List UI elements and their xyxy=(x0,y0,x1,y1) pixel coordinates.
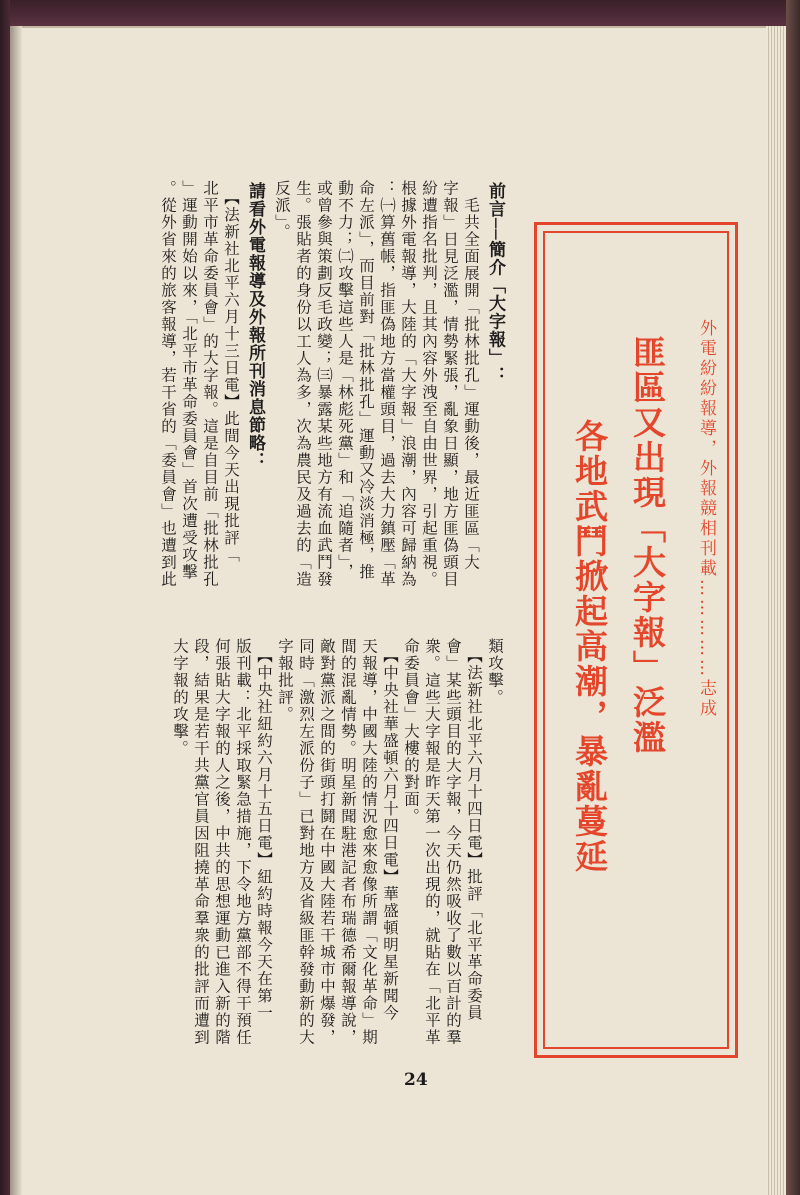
section1-heading: 前言──簡介「大字報」： xyxy=(485,182,505,385)
p1-line-8: 或曾參與策劃反毛政變；㈢暴露某些地方有流血武鬥發 xyxy=(315,180,333,588)
page-stack-edge xyxy=(766,26,786,1195)
lower-line-5: 命委員會」大樓的對面。 xyxy=(402,638,420,825)
lower-line-6: 【中央社華盛頓六月十四日電】華盛頓明星新聞今 xyxy=(381,638,399,1022)
p1-line-2: 字報」日見泛濫，情勢緊張，亂象日顯，地方匪偽頭目 xyxy=(441,180,459,588)
title-headline-2: 各地武鬥掀起高潮，暴亂蔓延 xyxy=(570,419,609,874)
title-subtitle: 外電紛紛報導，外報競相刊載……………志成 xyxy=(696,319,716,719)
p2-line-4: 。從外省來的旅客報導，若干省的「委員會」也遭到此 xyxy=(159,180,177,588)
p1-line-1: 毛共全面展開「批林批孔」運動後，最近匪區「大 xyxy=(462,180,480,571)
section2-heading: 請看外電報導及外報所刊消息節略： xyxy=(245,182,265,470)
lower-line-13: 版刊載：北平採取緊急措施，下令地方黨部不得干預任 xyxy=(234,638,252,1046)
lower-line-4: 衆。這些大字報是昨天第一次出現的，就貼在「北平革 xyxy=(423,638,441,1046)
p1-line-5: ：㈠算舊帳，指匪偽地方當權頭目，過去大力鎮壓「革 xyxy=(378,180,396,588)
book-cover-left xyxy=(0,0,10,1195)
lower-line-11: 字報批評。 xyxy=(276,638,294,723)
lower-line-16: 大字報的攻擊。 xyxy=(171,638,189,757)
lower-line-8: 間的混亂情勢。明星新聞駐港記者布瑞德希爾報導說， xyxy=(339,638,357,1046)
p2-line-1: 【法新社北平六月十三日電】此間今天出現批評「 xyxy=(222,180,240,564)
title-headline-1: 匪區又出現「大字報」泛濫 xyxy=(628,335,667,755)
lower-line-3: 會」某些頭目的大字報，今天仍然吸收了數以百計的羣 xyxy=(444,638,462,1046)
p1-line-6: 命左派」，而目前對「批林批孔」運動又冷淡消極，推 xyxy=(357,180,375,581)
lower-line-15: 段，結果是若干共黨官員因阻撓革命羣衆的批評而遭到 xyxy=(192,638,210,1046)
p1-line-7: 動不力；㈡攻擊這些人是「林彪死黨」和「追隨者」， xyxy=(336,180,354,581)
lower-line-12: 【中央社紐約六月十五日電】紐約時報今天在第一 xyxy=(255,638,273,1022)
p1-line-3: 紛遭指名批判，且其內容外洩至自由世界，引起重視。 xyxy=(420,180,438,588)
lower-line-1: 類攻擊。 xyxy=(486,638,504,706)
p2-line-2: 北平市革命委員會」的大字報。這是自目前「批林批孔 xyxy=(201,180,219,588)
lower-line-14: 何張貼大字報的人之後，中共的思想運動已進入新的階 xyxy=(213,638,231,1046)
page-gutter xyxy=(10,26,22,1195)
title-frame xyxy=(534,222,738,1058)
p1-line-10: 反派」。 xyxy=(273,180,291,241)
lower-line-10: 同時「激烈左派份子」已對地方及省級匪幹發動新的大 xyxy=(297,638,315,1046)
book-page xyxy=(22,28,766,1195)
lower-line-9: 敵對黨派之間的街頭打鬪在中國大陸若干城市中爆發， xyxy=(318,638,336,1046)
p2-line-3: 」運動開始以來，「北平市革命委員會」首次遭受攻擊 xyxy=(180,180,198,581)
book-cover-right xyxy=(786,0,800,1195)
p1-line-4: 根據外電報導，大陸的「大字報」浪潮，內容可歸納為 xyxy=(399,180,417,588)
book-cover-top xyxy=(0,0,800,26)
p1-line-9: 生。張貼者的身份以工人為多，次為農民及過去的「造 xyxy=(294,180,312,588)
lower-line-7: 天報導，中國大陸的情況愈來愈像所謂「文化革命」期 xyxy=(360,638,378,1046)
lower-line-2: 【法新社北平六月十四日電】批評「北平革命委員 xyxy=(465,638,483,1022)
page-number: 24 xyxy=(404,1070,428,1090)
